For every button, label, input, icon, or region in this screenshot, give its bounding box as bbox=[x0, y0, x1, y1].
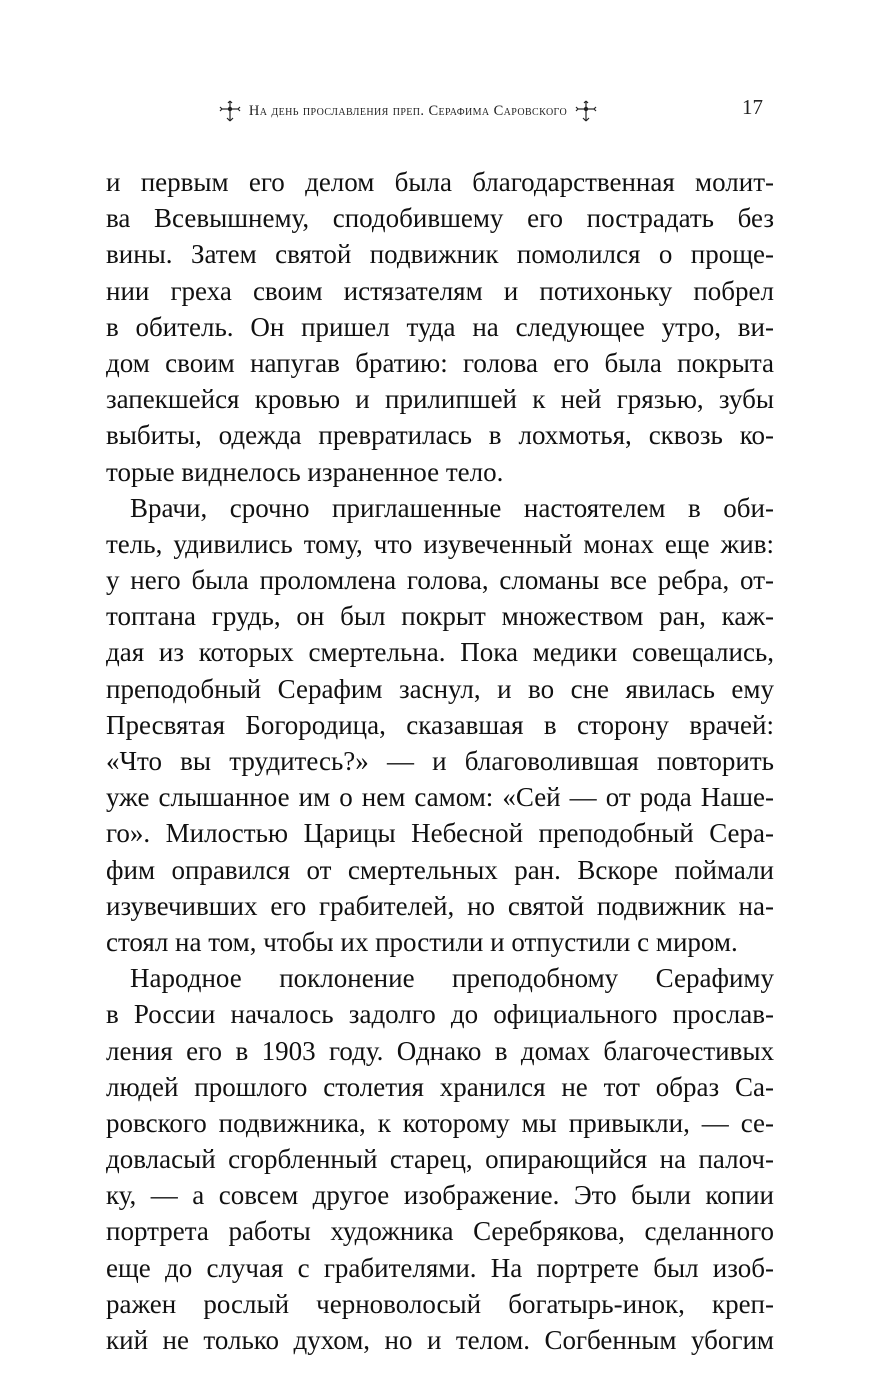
text-line: фим оправился от смертельных ран. Вскоре поймали bbox=[106, 854, 774, 885]
running-head bbox=[168, 96, 648, 126]
paragraph-1 bbox=[106, 164, 774, 490]
text-line: торые виднелось израненное тело. bbox=[106, 456, 504, 487]
text-line: изувечивших его грабителей, но святой подвижник на- bbox=[106, 890, 774, 921]
text-line: довласый сгорбленный старец, опирающийся на палоч- bbox=[106, 1144, 774, 1175]
text-line: кий не только духом, но и телом. Согбенным убогим bbox=[106, 1325, 774, 1355]
text-line: портрета работы художника Серебрякова, сделанного bbox=[106, 1216, 774, 1247]
text-line: стоял на том, чтобы их простили и отпустили с миром. bbox=[106, 926, 738, 957]
body-text bbox=[106, 164, 774, 1358]
text-line: еще до случая с грабителями. На портрете был изоб- bbox=[106, 1252, 774, 1283]
running-title: На день прославления преп. Серафима Саровского bbox=[248, 102, 568, 119]
text-line: ку, — а совсем другое изображение. Это были копии bbox=[106, 1180, 774, 1211]
text-line: в обитель. Он пришел туда на следующее утро, ви- bbox=[106, 311, 774, 342]
text-line: и первым его делом была благодарственная молит- bbox=[106, 167, 774, 197]
text-line: дом своим напугав братию: голова его была покрыта bbox=[106, 347, 774, 378]
text-line: вины. Затем святой подвижник помолился о проще- bbox=[106, 239, 774, 270]
paragraph-2 bbox=[106, 490, 774, 960]
text-line: уже слышанное им о нем самом: «Сей — от рода Наше- bbox=[106, 782, 774, 813]
text-line: нии греха своим истязателям и потихоньку побрел bbox=[106, 275, 774, 306]
cross-ornament-icon bbox=[575, 100, 597, 122]
text-line: Народное поклонение преподобному Серафиму bbox=[130, 963, 774, 994]
text-line: тель, удивились тому, что изувеченный монах еще жив: bbox=[106, 528, 774, 559]
cross-ornament-icon bbox=[219, 100, 241, 122]
text-line: людей прошлого столетия хранился не тот образ Са- bbox=[106, 1071, 774, 1102]
text-line: «Что вы трудитесь?» — и благоволившая повторить bbox=[106, 746, 774, 776]
text-line: выбиты, одежда превратилась в лохмотья, сквозь ко- bbox=[106, 420, 774, 451]
text-line: ровского подвижника, к которому мы привыкли, — се- bbox=[106, 1107, 774, 1138]
text-line: в России началось задолго до официального прослав- bbox=[106, 999, 774, 1030]
text-line: ления его в 1903 году. Однако в домах благочестивых bbox=[106, 1035, 774, 1066]
text-line: ражен рослый черноволосый богатырь-инок, креп- bbox=[106, 1288, 774, 1319]
paragraph-3 bbox=[106, 960, 774, 1358]
text-line: у него была проломлена голова, сломаны все ребра, от- bbox=[106, 565, 774, 596]
text-line: преподобный Серафим заснул, и во сне явилась ему bbox=[106, 673, 774, 704]
text-line: Врачи, срочно приглашенные настоятелем в оби- bbox=[130, 492, 774, 523]
text-line: топтана грудь, он был покрыт множеством ран, каж- bbox=[106, 601, 774, 632]
text-line: ва Всевышнему, сподобившему его пострадать без bbox=[106, 203, 774, 234]
text-line: го». Милостью Царицы Небесной преподобный Сера- bbox=[106, 818, 774, 849]
text-line: запекшейся кровью и прилипшей к ней грязью, зубы bbox=[106, 384, 774, 415]
text-line: Пресвятая Богородица, сказавшая в сторону врачей: bbox=[106, 709, 774, 740]
text-line: дая из которых смертельна. Пока медики совещались, bbox=[106, 637, 774, 668]
page-number: 17 bbox=[742, 95, 763, 119]
